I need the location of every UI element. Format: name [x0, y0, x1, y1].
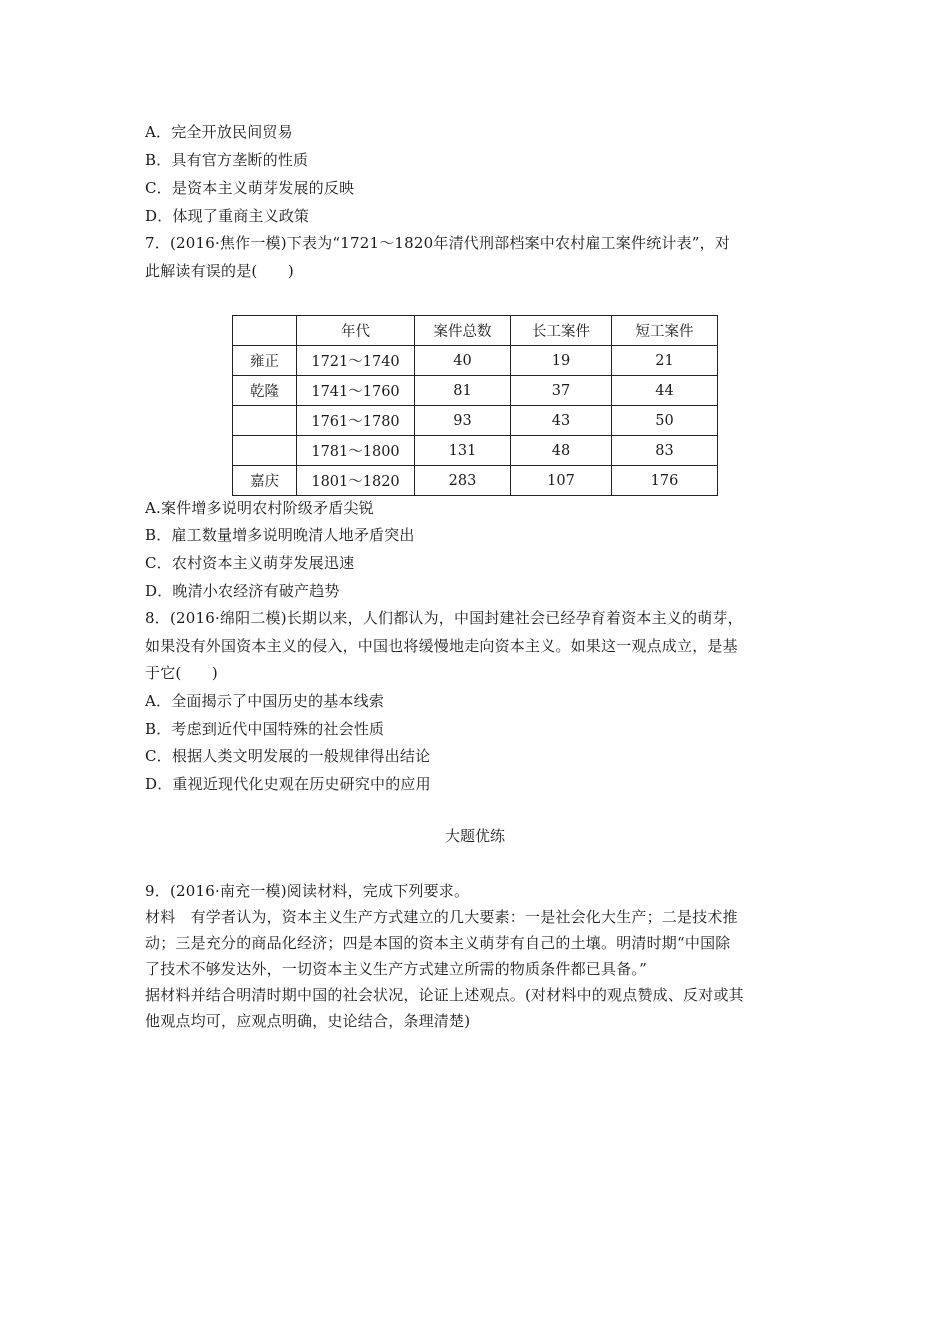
q6-option-d: D．体现了重商主义政策 [145, 207, 310, 225]
table-header-cell [233, 316, 297, 346]
table-cell: 1721～1740 [297, 346, 415, 376]
table-cell: 131 [415, 436, 511, 466]
table-cell: 44 [612, 376, 718, 406]
q7-option-c: C．农村资本主义萌芽发展迅速 [145, 554, 355, 572]
q7-stem-line1: 7．(2016·焦作一模)下表为“1721～1820年清代刑部档案中农村雇工案件统计表”，对 [145, 234, 731, 252]
table-cell [233, 406, 297, 436]
q7-option-a: A.案件增多说明农村阶级矛盾尖锐 [145, 499, 374, 517]
table-header-cell: 案件总数 [415, 316, 511, 346]
q9-task-line1: 据材料并结合明清时期中国的社会状况，论证上述观点。(对材料中的观点赞成、反对或其 [145, 986, 744, 1004]
q6-option-c: C．是资本主义萌芽发展的反映 [145, 179, 355, 197]
table-cell: 21 [612, 346, 718, 376]
q9-material-line1: 材料 有学者认为，资本主义生产方式建立的几大要素：一是社会化大生产；二是技术推 [145, 908, 738, 926]
table-header-row [233, 316, 718, 346]
q8-option-c: C．根据人类文明发展的一般规律得出结论 [145, 747, 431, 765]
q8-option-b: B．考虑到近代中国特殊的社会性质 [145, 720, 385, 738]
table-cell: 48 [511, 436, 612, 466]
q9-material-line3: 了技术不够发达外，一切资本主义生产方式建立所需的物质条件都已具备。” [145, 960, 647, 978]
table-cell: 40 [415, 346, 511, 376]
table-row [233, 346, 718, 376]
table-cell: 176 [612, 466, 718, 496]
q8-stem-line3: 于它( ) [145, 664, 218, 682]
q8-stem-line2: 如果没有外国资本主义的侵入，中国也将缓慢地走向资本主义。如果这一观点成立，是基 [145, 637, 738, 655]
table-cell: 乾隆 [233, 376, 297, 406]
table-row [233, 466, 718, 496]
table-cell: 1781～1800 [297, 436, 415, 466]
table-cell: 93 [415, 406, 511, 436]
q8-stem-line1: 8．(2016·绵阳二模)长期以来，人们都认为，中国封建社会已经孕育着资本主义的萌芽， [145, 609, 743, 627]
table-cell [233, 436, 297, 466]
table-cell: 50 [612, 406, 718, 436]
table-cell: 83 [612, 436, 718, 466]
table-cell: 雍正 [233, 346, 297, 376]
table-cell: 107 [511, 466, 612, 496]
q8-option-a: A．全面揭示了中国历史的基本线索 [145, 692, 385, 710]
q6-option-a: A．完全开放民间贸易 [145, 123, 293, 141]
q7-stem-line2: 此解读有误的是( ) [145, 262, 294, 280]
section-title: 大题优练 [444, 827, 505, 845]
table-cell: 1761～1780 [297, 406, 415, 436]
table-header-cell: 年代 [297, 316, 415, 346]
table-cell: 1741～1760 [297, 376, 415, 406]
q9-task-line2: 他观点均可，应观点明确，史论结合，条理清楚) [145, 1012, 471, 1030]
q9-stem: 9．(2016·南充一模)阅读材料，完成下列要求。 [145, 882, 470, 900]
table-cell: 81 [415, 376, 511, 406]
q7-option-d: D．晚清小农经济有破产趋势 [145, 582, 340, 600]
table-row [233, 436, 718, 466]
table-cell: 283 [415, 466, 511, 496]
table-cell: 嘉庆 [233, 466, 297, 496]
q7-option-b: B．雇工数量增多说明晚清人地矛盾突出 [145, 526, 415, 544]
table-cell: 1801～1820 [297, 466, 415, 496]
q8-option-d: D．重视近现代化史观在历史研究中的应用 [145, 775, 431, 793]
table-header-cell: 短工案件 [612, 316, 718, 346]
table-cell: 43 [511, 406, 612, 436]
table-cell: 19 [511, 346, 612, 376]
table-cell: 37 [511, 376, 612, 406]
table-row [233, 376, 718, 406]
q6-option-b: B．具有官方垄断的性质 [145, 151, 309, 169]
table-row [233, 406, 718, 436]
q7-statistics-table [232, 315, 718, 496]
q9-material-line2: 动；三是充分的商品化经济；四是本国的资本主义萌芽有自己的土壤。明清时期“中国除 [145, 934, 731, 952]
table-header-cell: 长工案件 [511, 316, 612, 346]
